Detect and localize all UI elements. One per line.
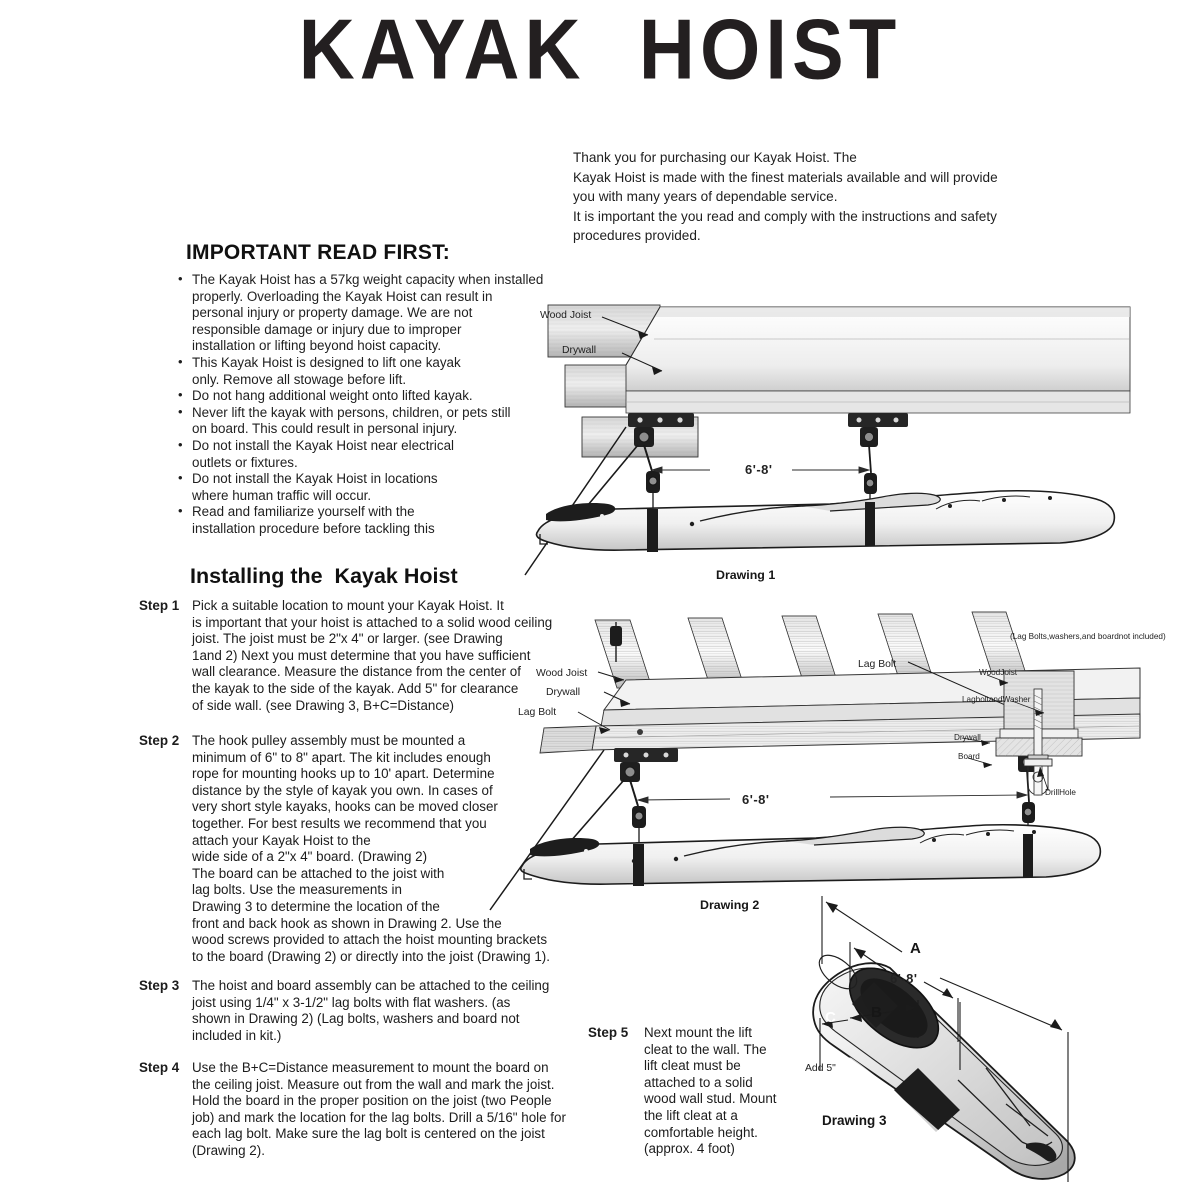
text-line: The hook pulley assembly must be mounted a [192, 733, 466, 748]
text-line: lift cleat must be [644, 1058, 741, 1074]
text-line: • Do not hang additional weight onto lifted kayak. [192, 388, 473, 404]
text-line: to the board (Drawing 2) or directly into the joist (Drawing 1). [192, 948, 550, 964]
text-line: The board can be attached to the joist with [192, 865, 445, 881]
step-5-label: Step 5 [588, 1025, 629, 1040]
step-2-label: Step 2 [139, 733, 180, 748]
text-line: the kayak to the side of the kayak. Add 5" for clearance [192, 680, 519, 696]
text-line: together. For best results we recommend that you [192, 815, 487, 831]
drawing-3-caption: Drawing 3 [822, 1113, 887, 1128]
step-1-label: Step 1 [139, 598, 180, 613]
text-line: attached to a solid [644, 1074, 753, 1090]
text-line: very short style kayaks, hooks can be moved closer [192, 799, 498, 815]
text-line: and [988, 695, 1003, 704]
step-1 [139, 598, 559, 714]
text-line: is important that your hoist is attached to a solid wood ceiling [192, 614, 553, 630]
text-line: • Read and familiarize yourself with the [192, 504, 415, 520]
step-5-body [644, 1025, 788, 1158]
safety-bullet [176, 388, 576, 405]
text-line: attach your Kayak Hoist to the [192, 832, 371, 848]
drawing-3-label-c: C [825, 1009, 836, 1026]
intro-line: It is important the you read and comply with the instructions and safety [573, 208, 997, 224]
text-line: personal injury or property damage. We are not [192, 305, 473, 321]
text-line: each lag bolt. Make sure the lag bolt is centered on the joist [192, 1126, 545, 1142]
text-line: rope for mounting hooks up to 10' apart. Determine [192, 766, 495, 782]
text-line: Drawing 3 to determine the location of the [192, 898, 440, 914]
step-3 [139, 978, 569, 1044]
inset-drywall-label: Drywall [954, 733, 981, 742]
safety-bullet [176, 504, 576, 537]
drawing-2-caption: Drawing 2 [700, 898, 760, 912]
text-line: installation procedure before tackling this [192, 520, 435, 536]
text-line: and board [1081, 632, 1119, 641]
text-line: wood screws provided to attach the hoist mounting brackets [192, 932, 548, 948]
text-line: installation or lifting beyond hoist capacity. [192, 338, 442, 354]
text-line: distance by the style of kayak you own. In cases of [192, 782, 493, 798]
intro-line: Thank you for purchasing our Kayak Hoist. The [573, 150, 857, 165]
drawing-3-dimension: 6'-8' [890, 971, 918, 986]
drawing-2-dimension: 6'-8' [742, 792, 770, 807]
text-line: Next mount the lift [644, 1025, 752, 1040]
text-line: job) and mark the location for the lag bolts. Drill a 5/16" hole for [192, 1109, 566, 1125]
text-line: front and back hook as shown in Drawing 2. Use the [192, 915, 502, 931]
drawing-3-label-a: A [910, 940, 921, 957]
text-line: joist using 1/4" x 3-1/2" lag bolts with flat washers. (as [192, 994, 511, 1010]
text-line: Wood [979, 668, 1001, 677]
drawing-1-caption: Drawing 1 [716, 568, 776, 582]
text-line: Washer [1002, 695, 1031, 704]
text-line: Joist [1000, 668, 1018, 677]
text-line: • Never lift the kayak with persons, children, or pets still [192, 404, 511, 420]
text-line: • Do not install the Kayak Hoist in locations [192, 471, 438, 487]
page-title: KAYAK HOIST [298, 2, 902, 98]
text-line: on board. This could result in personal injury. [192, 421, 458, 437]
intro-line: procedures provided. [573, 228, 701, 244]
text-line: • Do not install the Kayak Hoist near electrical [192, 437, 454, 453]
step-5 [588, 1025, 788, 1158]
text-line: outlets or fixtures. [192, 454, 298, 470]
drawing-2-drywall-label: Drywall [546, 687, 581, 698]
text-line: washers, [1049, 632, 1082, 641]
text-line: Lagbolt [962, 695, 989, 704]
text-line: (approx. 4 foot) [644, 1141, 735, 1157]
safety-bullet [176, 471, 576, 504]
important-read-first-heading: IMPORTANT READ FIRST: [186, 241, 450, 264]
drawing-1-leader-lines [530, 295, 1130, 575]
safety-bullet [176, 272, 576, 355]
text-line: Drill [1045, 788, 1060, 797]
text-line: of side wall. (see Drawing 3, B+C=Distance) [192, 697, 454, 713]
drawing-1-wood-joist-label: Wood Joist [540, 310, 592, 321]
text-line: wall clearance. Measure the distance from the center of [192, 664, 521, 680]
step-3-body [192, 978, 569, 1044]
text-line: lag bolts. Use the measurements in [192, 882, 402, 898]
text-line: responsible damage or injury due to improper [192, 321, 462, 337]
safety-bullet [176, 355, 576, 388]
text-line: where human traffic will occur. [192, 487, 372, 503]
text-line: cleat to the wall. The [644, 1041, 767, 1057]
text-line: 1and 2) Next you must determine that you have sufficient [192, 647, 531, 663]
text-line: Use the B+C=Distance measurement to mount the board on [192, 1060, 549, 1075]
drawing-2-lag-bolt-left-label: Lag Bolt [518, 707, 557, 718]
drawing-1-dimension: 6'-8' [745, 462, 773, 477]
step-3-label: Step 3 [139, 978, 180, 993]
text-line: not included) [1118, 632, 1166, 641]
installing-heading: Installing the Kayak Hoist [190, 564, 458, 588]
safety-bullet [176, 405, 576, 438]
text-line: only. Remove all stowage before lift. [192, 371, 407, 387]
text-line: Pick a suitable location to mount your Kayak Hoist. It [192, 598, 504, 613]
step-4-body [192, 1060, 569, 1160]
text-line: (Lag Bolts, [1010, 632, 1050, 641]
intro-paragraph [573, 148, 1085, 246]
inset-board-label: Board [958, 752, 980, 761]
drawing-1-drywall-label: Drywall [562, 345, 597, 356]
step-4 [139, 1060, 569, 1160]
text-line: • The Kayak Hoist has a 57kg weight capacity when installed [192, 272, 544, 287]
intro-line: you with many years of dependable service. [573, 189, 838, 205]
text-line: wood wall stud. Mount [644, 1091, 777, 1107]
text-line: minimum of 6" to 8" apart. The kit includes enough [192, 749, 491, 765]
drawing-3-label-b: B [871, 1004, 882, 1021]
text-line: The hoist and board assembly can be attached to the ceiling [192, 978, 550, 993]
text-line: included in kit.) [192, 1027, 282, 1043]
drawing-2-wood-joist-label: Wood Joist [536, 668, 588, 679]
inset-leader-lines [940, 625, 1120, 815]
text-line: • This Kayak Hoist is designed to lift one kayak [192, 354, 461, 370]
text-line: Hole [1059, 788, 1076, 797]
text-line: the ceiling joist. Measure out from the wall and mark the joist. [192, 1076, 555, 1092]
intro-line: Kayak Hoist is made with the finest materials available and will provide [573, 169, 998, 185]
text-line: (Drawing 2). [192, 1142, 265, 1158]
drawing-3-add5-label: Add 5" [805, 1063, 836, 1074]
text-line: wide side of a 2"x 4" board. (Drawing 2) [192, 849, 428, 865]
text-line: shown in Drawing 2) (Lag bolts, washers and board not [192, 1011, 520, 1027]
step-4-label: Step 4 [139, 1060, 180, 1075]
text-line: joist. The joist must be 2"x 4" or larger. (see Drawing [192, 631, 503, 647]
text-line: properly. Overloading the Kayak Hoist can result in [192, 288, 493, 304]
safety-bullet [176, 438, 576, 471]
text-line: the lift cleat at a [644, 1107, 738, 1123]
text-line: comfortable height. [644, 1124, 758, 1140]
safety-bullet-list [176, 272, 576, 538]
drawing-3-illustration [790, 890, 1190, 1190]
text-line: Hold the board in the proper position on the joist (two People [192, 1093, 552, 1109]
drawing-2-lag-bolt-right-label: Lag Bolt [858, 659, 897, 670]
